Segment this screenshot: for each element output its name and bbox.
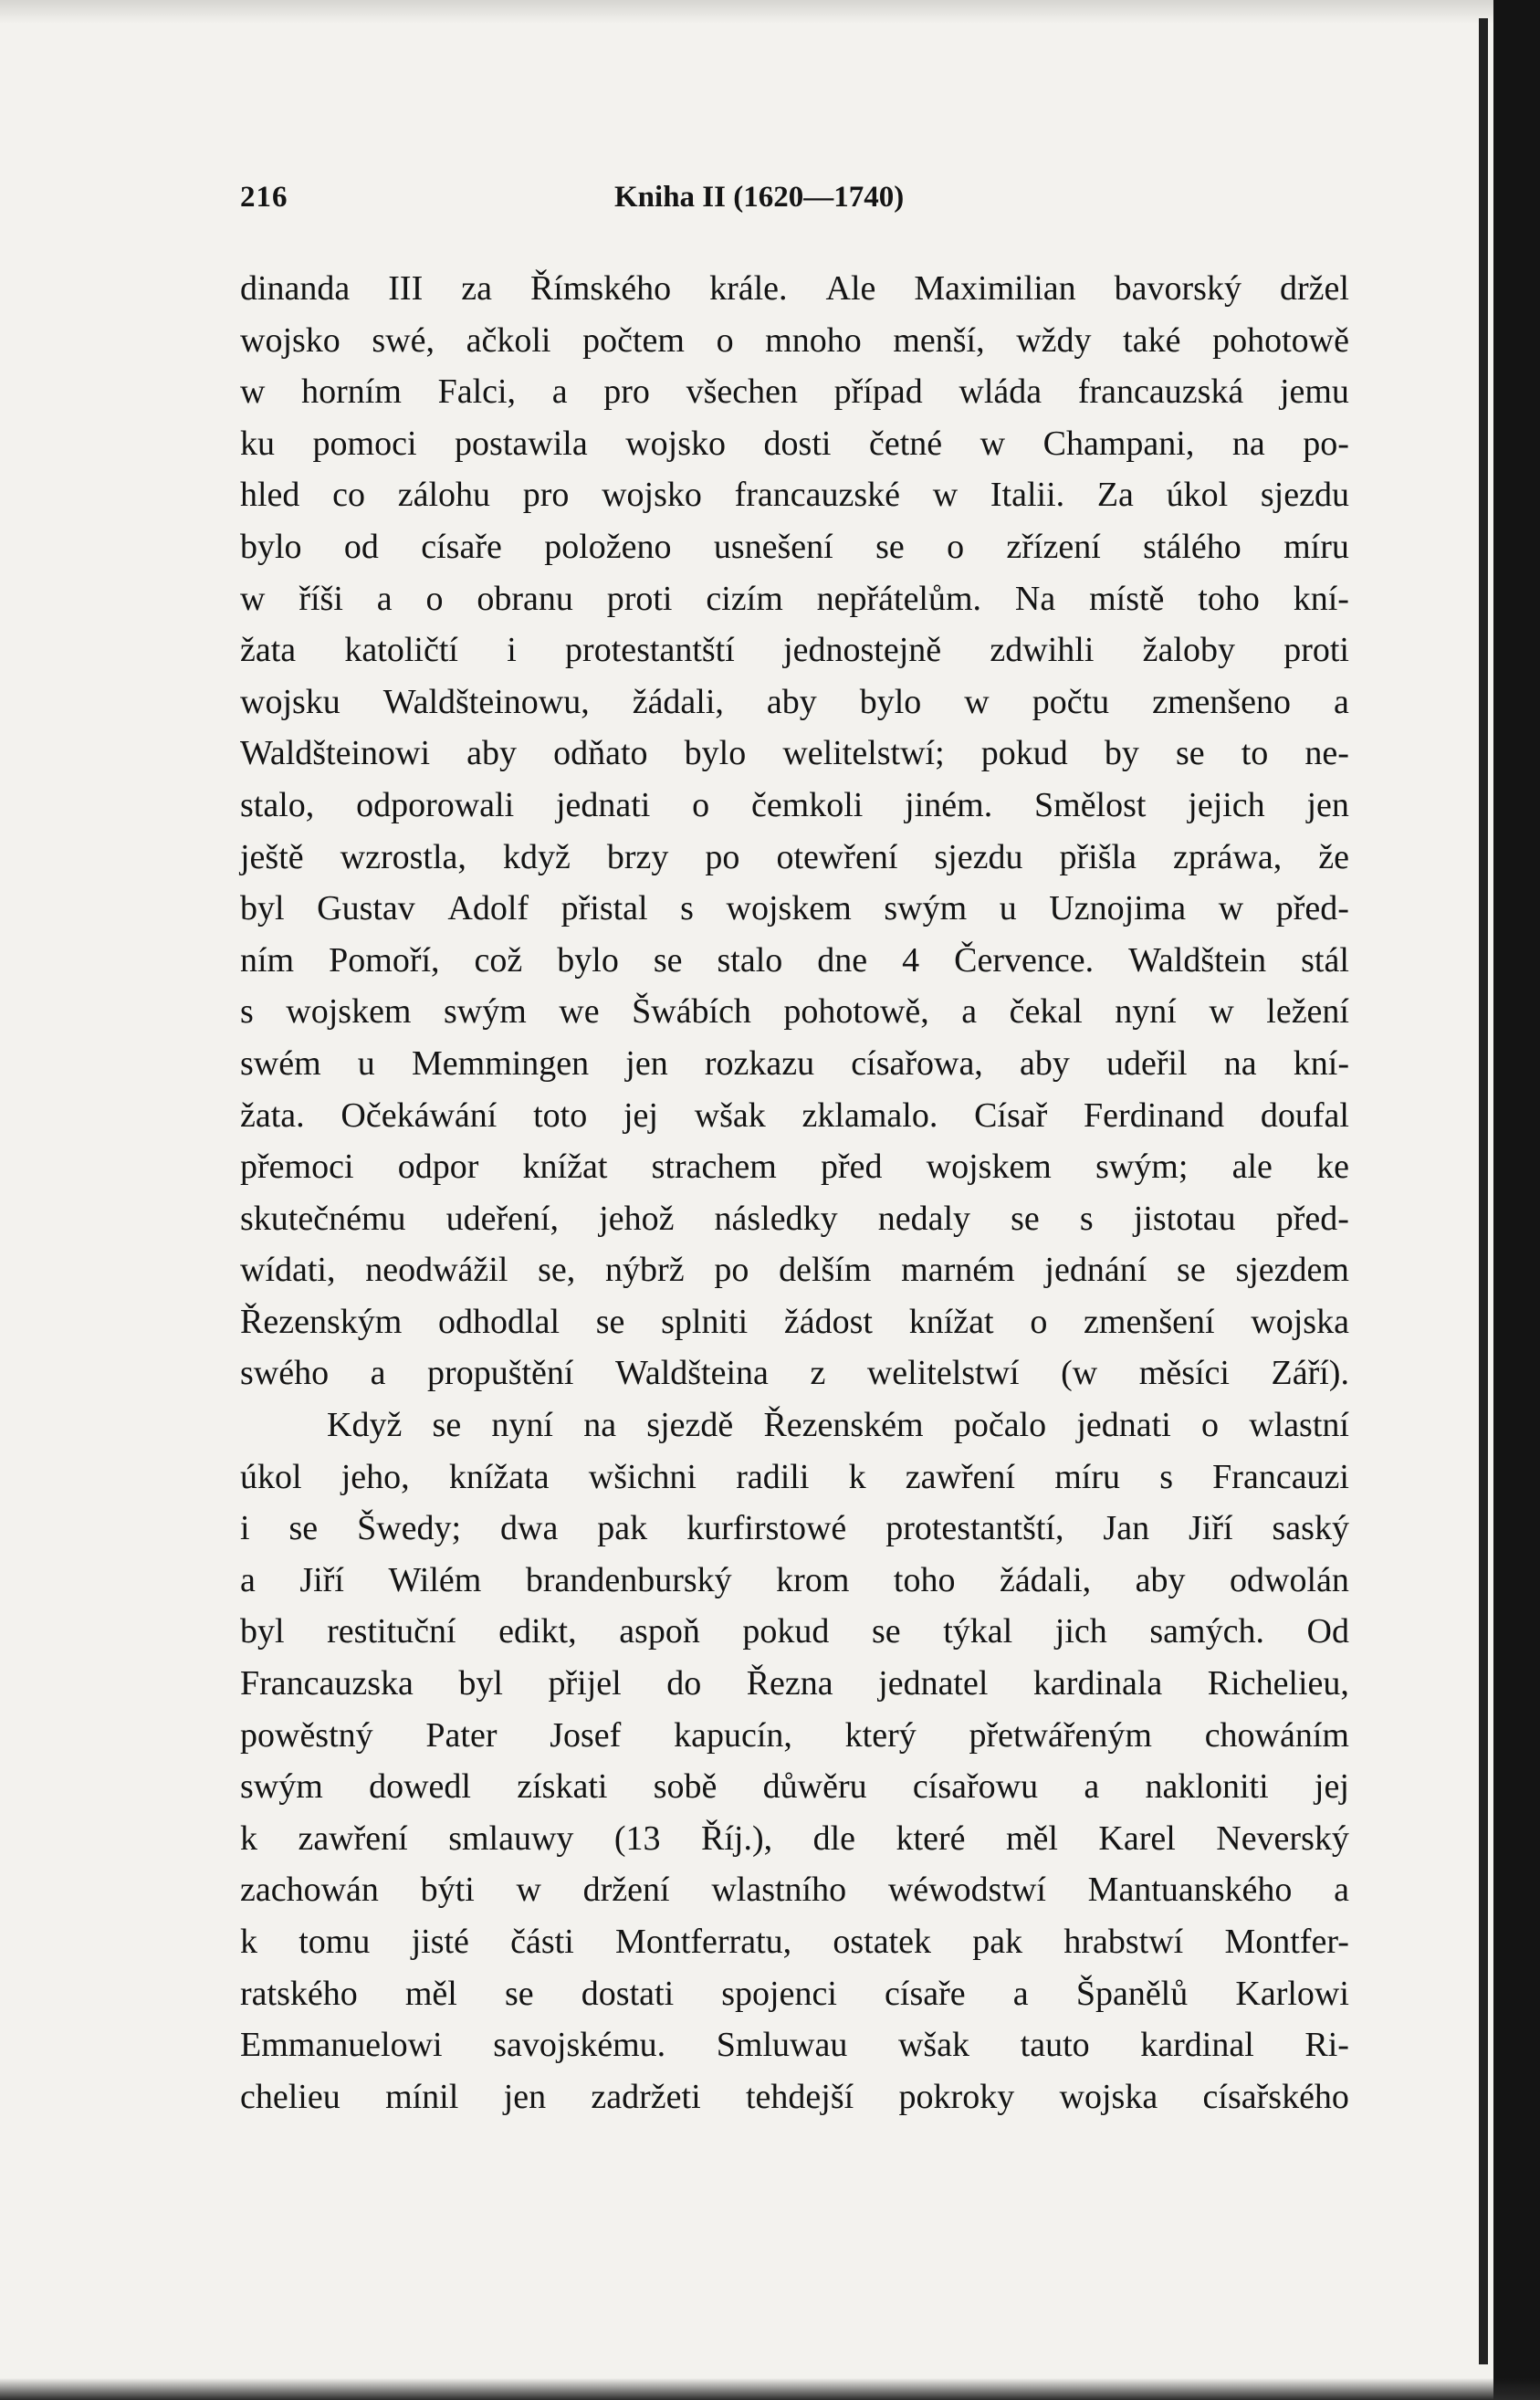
text-line: dinanda III za Římského krále. Ale Maximilian bavorský držel <box>240 269 1349 308</box>
text-line: stalo, odporowali jednati o čemkoli jiném. Smělost jejich jen <box>240 785 1349 824</box>
text-line: w horním Falci, a pro všechen případ wláda francauzská jemu <box>240 372 1349 412</box>
text-line: chelieu mínil jen zadržeti tehdejší pokroky wojska císařského <box>240 2077 1349 2116</box>
text-line: a Jiří Wilém brandenburský krom toho žádali, aby odwolán <box>240 1560 1349 1599</box>
text-line: wojsku Waldšteinowu, žádali, aby bylo w počtu zmenšeno a <box>240 682 1349 721</box>
text-line: ku pomoci postawila wojsko dosti četné w Champani, na po- <box>240 424 1349 463</box>
text-line: i se Šwedy; dwa pak kurfirstowé protestantští, Jan Jiří saský <box>240 1509 1349 1548</box>
bottom-scan-edge <box>0 2378 1540 2400</box>
text-line: ještě wzrostla, když brzy po otewření sjezdu přišla zpráwa, že <box>240 837 1349 876</box>
text-line: Emmanuelowi savojskému. Smluwau wšak tauto kardinal Ri- <box>240 2026 1349 2065</box>
top-scan-shadow <box>0 0 1497 24</box>
text-line: úkol jeho, knížata wšichni radili k zawření míru s Francauzi <box>240 1457 1349 1496</box>
text-line: ratského měl se dostati spojenci císaře a Španělů Karlowi <box>240 1974 1349 2013</box>
text-line: žata katoličtí i protestantští jednostejně zdwihli žaloby proti <box>240 631 1349 670</box>
text-line: ním Pomoří, což bylo se stalo dne 4 Července. Waldštein stál <box>240 940 1349 980</box>
text-line: hled co zálohu pro wojsko francauzské w Italii. Za úkol sjezdu <box>240 476 1349 515</box>
text-line: s wojskem swým we Šwábích pohotowě, a čekal nyní w ležení <box>240 992 1349 1032</box>
text-line: byl Gustav Adolf přistal s wojskem swým u Uznojima w před- <box>240 889 1349 928</box>
text-line: bylo od císaře položeno usnešení se o zřízení stálého míru <box>240 527 1349 566</box>
text-line: wojsko swé, ačkoli počtem o mnoho menší, wždy také pohotowě <box>240 320 1349 360</box>
page-header <box>240 181 1349 226</box>
running-head: Kniha II (1620—1740) <box>614 181 905 214</box>
page-number: 216 <box>240 181 288 214</box>
text-line: Když se nyní na sjezdě Řezenském počalo jednati o wlastní <box>327 1406 1349 1445</box>
text-line: swém u Memmingen jen rozkazu císařowa, aby udeřil na kní- <box>240 1043 1349 1083</box>
text-line: žata. Očekáwání toto jej wšak zklamalo. Císař Ferdinand doufal <box>240 1095 1349 1135</box>
text-line: k zawření smlauwy (13 Říj.), dle které měl Karel Neverský <box>240 1818 1349 1858</box>
text-line: powěstný Pater Josef kapucín, který přetwářeným chowáním <box>240 1715 1349 1755</box>
text-line: wídati, neodwážil se, nýbrž po delším marném jednání se sjezdem <box>240 1251 1349 1290</box>
text-line: swého a propuštění Waldšteina z welitelstwí (w měsíci Září). <box>240 1354 1349 1393</box>
text-line: přemoci odpor knížat strachem před wojskem swým; ale ke <box>240 1148 1349 1187</box>
text-line: swým dowedl získati sobě důwěru císařowu a nakloniti jej <box>240 1767 1349 1807</box>
text-line: byl restituční edikt, aspoň pokud se týkal jich samých. Od <box>240 1612 1349 1651</box>
binding-line <box>1479 18 1488 2364</box>
body-text <box>240 263 1349 2122</box>
text-line: k tomu jisté části Montferratu, ostatek pak hrabstwí Montfer- <box>240 1923 1349 1961</box>
text-line: zachowán býti w držení wlastního wéwodstwí Mantuanského a <box>240 1871 1349 1910</box>
right-scan-border <box>1493 0 1540 2400</box>
text-line: Waldšteinowi aby odňato bylo welitelstwí; pokud by se to ne- <box>240 734 1349 773</box>
text-line: skutečnému udeření, jehož následky nedaly se s jistotau před- <box>240 1199 1349 1238</box>
text-line: Francauzska byl přijel do Řezna jednatel kardinala Richelieu, <box>240 1664 1349 1703</box>
text-line: w říši a o obranu proti cizím nepřátelům. Na místě toho kní- <box>240 579 1349 618</box>
text-line: Řezenským odhodlal se splniti žádost knížat o zmenšení wojska <box>240 1302 1349 1341</box>
